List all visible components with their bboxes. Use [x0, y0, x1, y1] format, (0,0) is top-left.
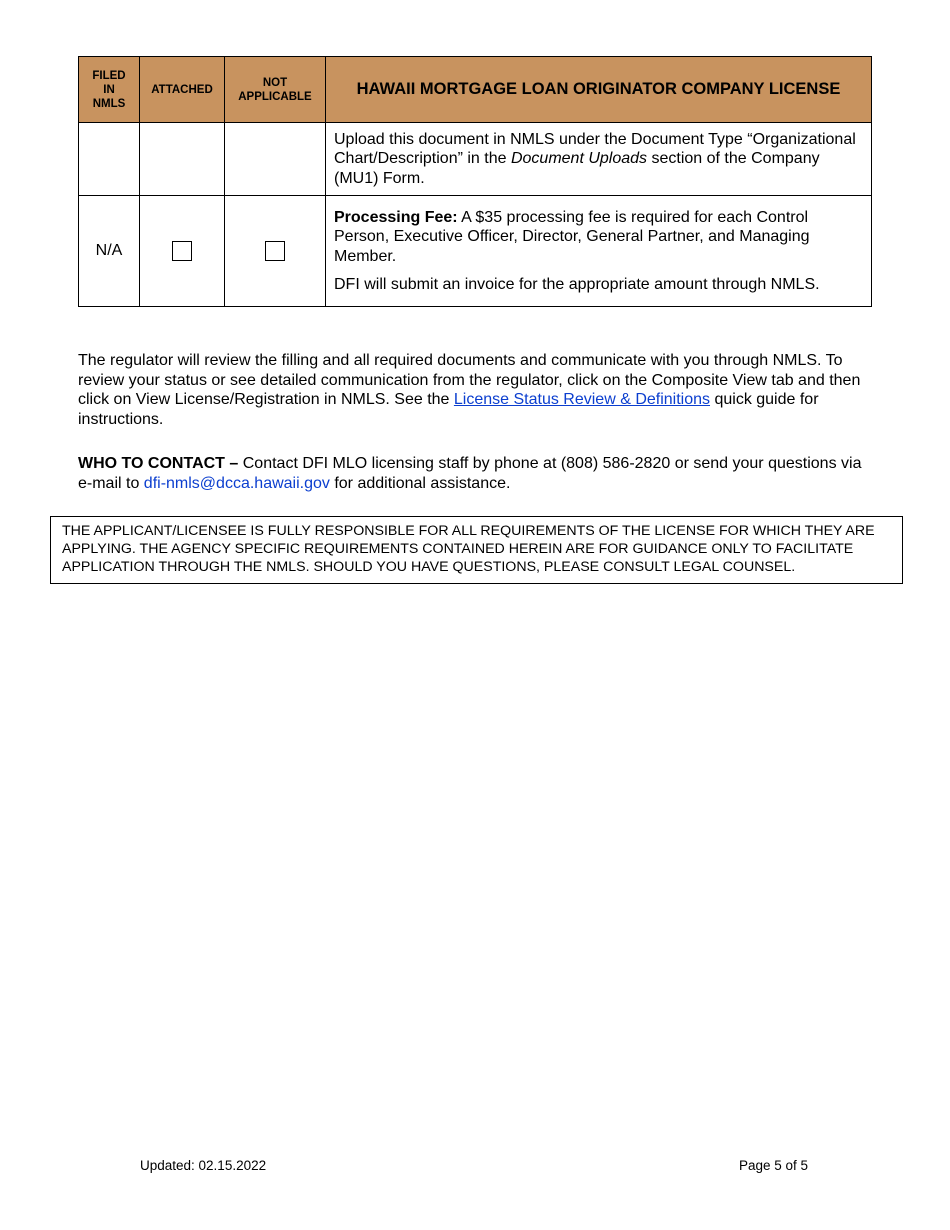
license-status-review-link[interactable]: License Status Review & Definitions — [453, 391, 711, 409]
cell-filed-empty — [79, 123, 140, 196]
review-text-before: The regulator will review the filling and all required documents and communicate with you through NMLS. To review your status or see detailed communication from the regulator, click on the Composite View tab and then click on View License/Registration in NMLS. See the — [78, 352, 861, 409]
contact-paragraph — [78, 454, 878, 493]
table-header-row — [79, 57, 872, 123]
header-filed-line3: NMLS — [92, 97, 126, 110]
upload-instructions — [326, 123, 872, 196]
cell-filed-value: N/A — [79, 196, 140, 307]
requirements-table — [78, 56, 872, 307]
disclaimer-box: THE APPLICANT/LICENSEE IS FULLY RESPONSIBLE FOR ALL REQUIREMENTS OF THE LICENSE FOR WHICH THEY ARE APPLYING. THE AGENCY SPECIFIC REQUIREMENTS CONTAINED HEREIN ARE FOR GUIDANCE ONLY TO FACILITATE APPLICATION THROUGH THE NMLS. SHOULD YOU HAVE QUESTIONS, PLEASE CONSULT LEGAL COUNSEL. — [50, 516, 903, 584]
cell-attached-empty — [140, 123, 225, 196]
processing-fee-label: Processing Fee: — [334, 208, 458, 226]
header-not-applicable-line1: NOT — [262, 76, 288, 89]
review-text-after: quick guide for instructions. — [78, 391, 819, 428]
header-not-applicable — [225, 57, 326, 123]
header-filed-line1: FILED — [92, 69, 126, 82]
contact-email-link[interactable]: dfi-nmls@dcca.hawaii.gov — [143, 474, 330, 492]
table-row-processing-fee — [79, 196, 872, 307]
cell-not-applicable-checkbox — [225, 196, 326, 307]
upload-text-before: Upload this document in NMLS under the Document Type “Organizational Chart/Description” in the — [334, 130, 856, 168]
processing-fee-body: A $35 processing fee is required for each Control Person, Executive Officer, Director, General Partner, and Managing Member. — [334, 208, 810, 265]
header-filed-in-nmls — [79, 57, 140, 123]
cell-not-applicable-empty — [225, 123, 326, 196]
contact-text-after: for additional assistance. — [329, 474, 511, 492]
cell-attached-checkbox — [140, 196, 225, 307]
attached-checkbox[interactable] — [172, 241, 192, 261]
footer-page-number: Page 5 of 5 — [739, 1158, 809, 1173]
header-not-applicable-line2: APPLICABLE — [238, 90, 312, 103]
footer-updated-date: Updated: 02.15.2022 — [140, 1158, 267, 1173]
contact-label: WHO TO CONTACT – — [78, 455, 239, 472]
table-row-upload — [79, 123, 872, 196]
processing-fee-description — [326, 196, 872, 307]
header-license-title: HAWAII MORTGAGE LOAN ORIGINATOR COMPANY LICENSE — [326, 57, 872, 123]
header-attached: ATTACHED — [140, 57, 225, 123]
processing-fee-text — [334, 208, 863, 267]
upload-italic-section: Document Uploads — [510, 150, 648, 168]
review-paragraph — [78, 351, 878, 429]
upload-text-after: section of the Company (MU1) Form. — [334, 150, 820, 187]
contact-text-before: Contact DFI MLO licensing staff by phone at (808) 586-2820 or send your questions via e-mail to — [78, 455, 862, 492]
not-applicable-checkbox[interactable] — [265, 241, 285, 261]
invoice-text: DFI will submit an invoice for the appropriate amount through NMLS. — [334, 276, 820, 293]
header-filed-line2: IN — [103, 83, 115, 96]
